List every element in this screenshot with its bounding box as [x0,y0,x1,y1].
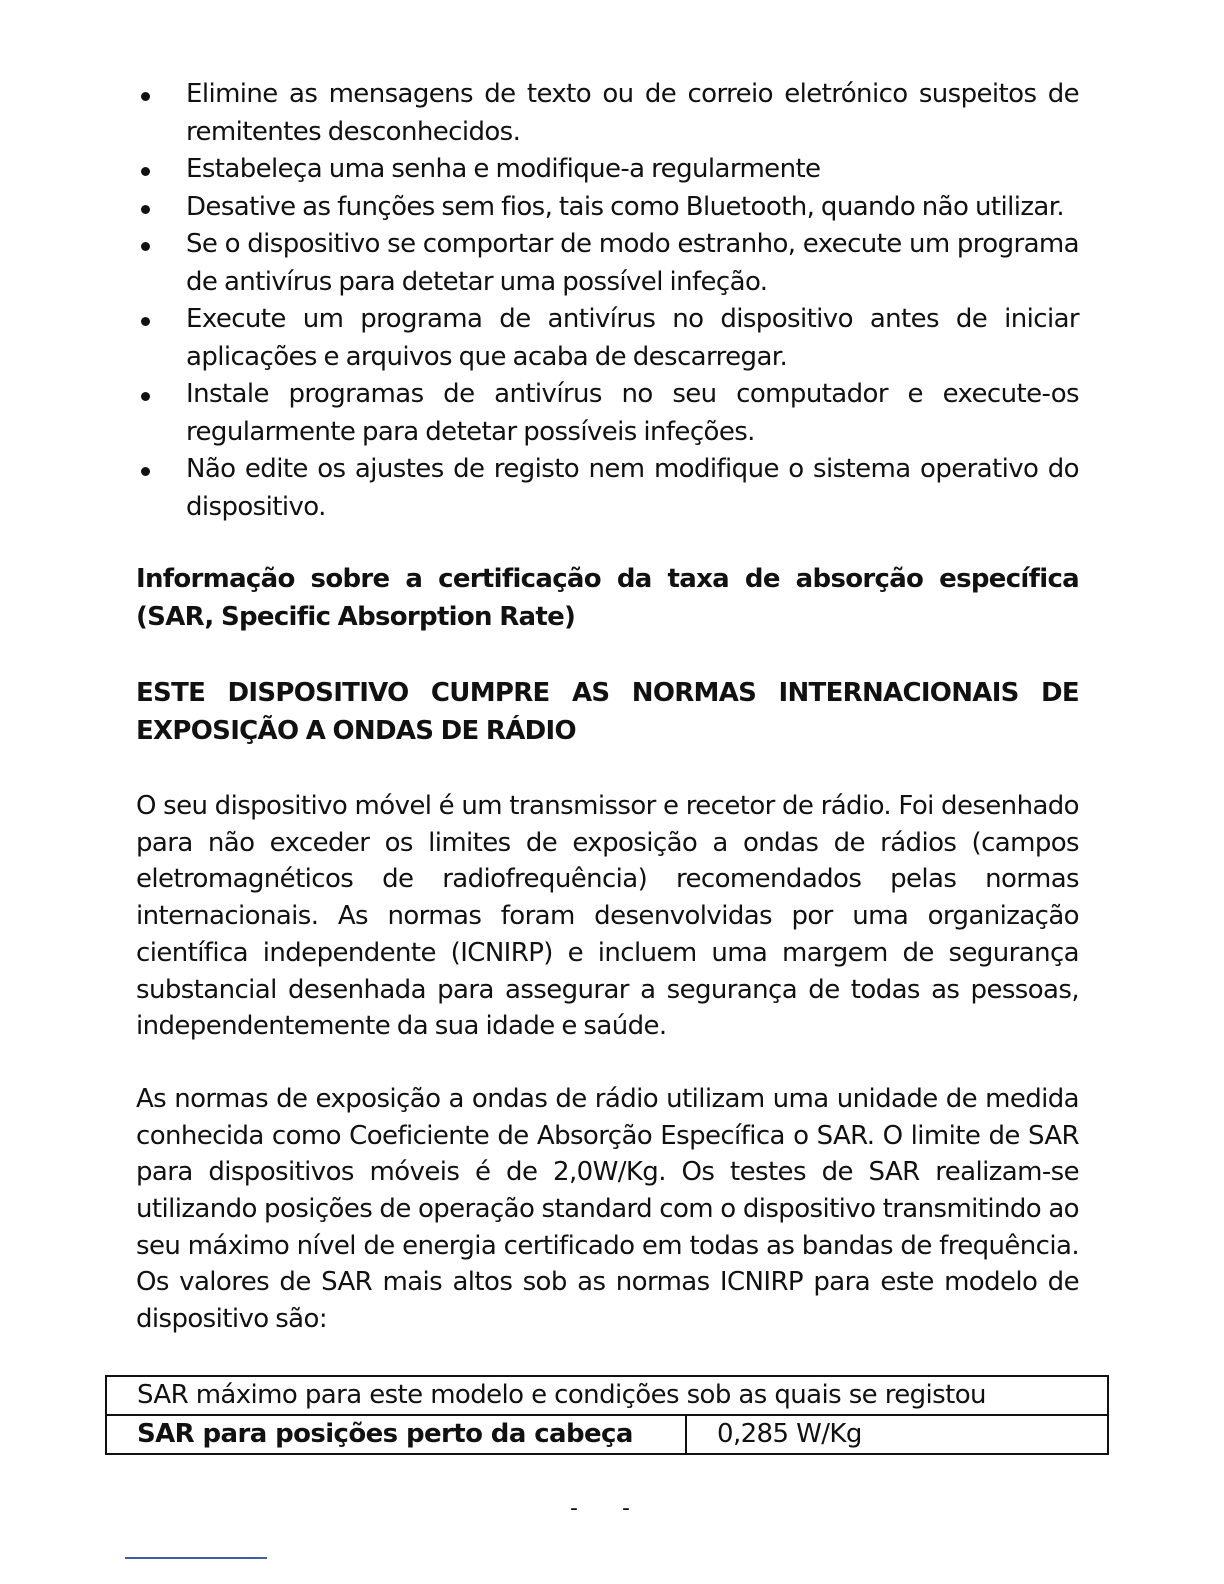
list-item [136,226,1079,301]
sar-table-header: SAR máximo para este modelo e condições sob as quais se registou [106,1376,1108,1415]
list-item-text: Se o dispositivo se comportar de modo estranho, execute um programa de antivírus para detetar uma possível infeção. [186,229,1079,297]
footer-dash: - [622,1496,630,1521]
bullet-icon [141,205,150,214]
list-item-text: Estabeleça uma senha e modifique-a regularmente [186,154,821,184]
list-item-text: Elimine as mensagens de texto ou de correio eletrónico suspeitos de remitentes desconhecidos. [186,79,1079,147]
sar-head-value: 0,285 W/Kg [686,1415,1108,1454]
bullet-icon [141,242,150,251]
body-paragraph: As normas de exposição a ondas de rádio utilizam uma unidade de medida conhecida como Coeficiente de Absorção Específica o SAR. O limite de SAR para dispositivos móveis é de 2,0W/Kg. Os testes de SAR realizam-se utilizando posições de operação standard com o dispositivo transmitindo ao seu máximo nível de energia certificado em todas as bandas de frequência. Os valores de SAR mais altos sob as normas ICNIRP para este modelo de dispositivo são: [136,1083,1079,1335]
bullet-icon [141,467,150,476]
bullet-icon [141,317,150,326]
sar-table [105,1375,1109,1455]
list-item [136,376,1079,451]
table-row [106,1415,1108,1454]
document-body [136,76,1079,1338]
page-number-footer [570,1496,674,1521]
security-tips-list [136,76,1079,526]
sar-section-heading: Informação sobre a certificação da taxa de absorção específica (SAR, Specific Absorption Rate) [136,564,1079,632]
bullet-icon [141,392,150,401]
norms-heading: ESTE DISPOSITIVO CUMPRE AS NORMAS INTERNACIONAIS DE EXPOSIÇÃO A ONDAS DE RÁDIO [136,678,1079,746]
table-row [106,1376,1108,1415]
list-item [136,451,1079,526]
list-item [136,301,1079,376]
list-item [136,76,1079,151]
sar-head-label: SAR para posições perto da cabeça [106,1415,686,1454]
list-item-text: Execute um programa de antivírus no dispositivo antes de iniciar aplicações e arquivos que acaba de descarregar. [186,304,1079,372]
list-item [136,151,1079,189]
list-item [136,189,1079,227]
list-item-text: Desative as funções sem fios, tais como Bluetooth, quando não utilizar. [186,191,1065,222]
body-paragraph: O seu dispositivo móvel é um transmissor e recetor de rádio. Foi desenhado para não exceder os limites de exposição a ondas de rádios (campos eletromagnéticos de radiofrequência) recomendados pelas normas internacionais. As normas foram desenvolvidas por uma organização científica independente (ICNIRP) e incluem uma margem de segurança substancial desenhada para assegurar a segurança de todas as pessoas, independentemente da sua idade e saúde. [136,791,1079,1042]
bullet-icon [141,92,150,101]
bullet-icon [141,167,150,176]
list-item-text: Instale programas de antivírus no seu computador e execute-os regularmente para detetar possíveis infeções. [186,379,1079,447]
footer-dash: - [570,1496,578,1521]
list-item-text: Não edite os ajustes de registo nem modifique o sistema operativo do dispositivo. [186,454,1079,522]
footer-divider [125,1557,267,1559]
